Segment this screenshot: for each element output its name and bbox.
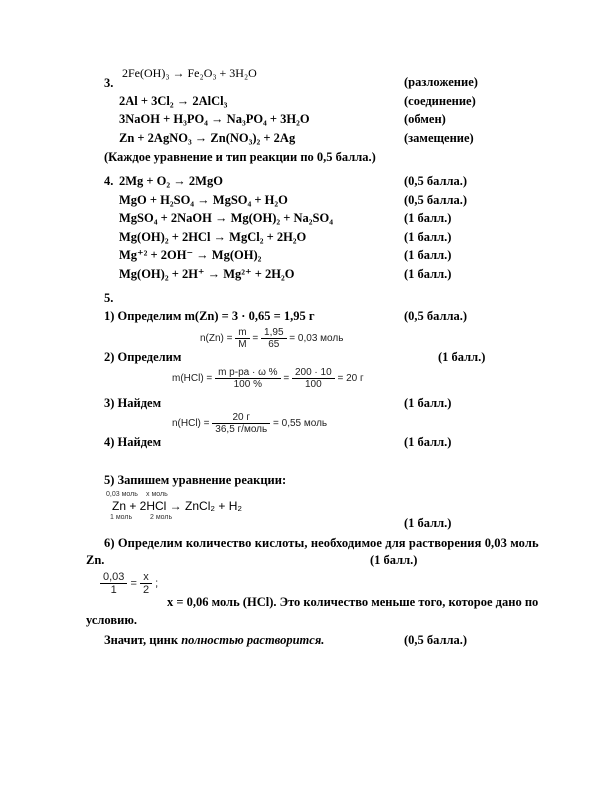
task4-score: (1 балл.) — [404, 230, 452, 244]
reaction-annotation-bottom: 2 моль — [150, 514, 173, 521]
formula-lhs: n(Zn) = — [200, 333, 233, 344]
fraction-denominator: 36,5 г/моль — [215, 424, 268, 435]
formula-equals: = — [283, 373, 290, 384]
formula-n-hcl — [172, 412, 327, 435]
conclusion — [104, 633, 324, 648]
reaction-annotation-top: 0,03 моль — [106, 491, 138, 498]
fraction-numerator: m — [235, 327, 249, 339]
task4-eq: Mg(OH)₂ + 2HCl → MgCl₂ + 2H₂O — [119, 230, 307, 244]
fraction — [261, 327, 286, 350]
formula-result: = 0,55 моль — [273, 418, 328, 429]
fraction — [292, 367, 335, 390]
conclusion-text: Значит, цинк — [104, 633, 182, 647]
task4-score: (0,5 балла.) — [404, 174, 468, 188]
task5-step2-score: (1 балл.) — [438, 350, 486, 364]
task3-eq4: Zn + 2AgNO₃ → Zn(NO₃)₂ + 2Ag — [119, 131, 296, 145]
formula-result: = 0,03 моль — [289, 333, 344, 344]
task3-eq2: 2Al + 3Cl₂ → 2AlCl₃ — [119, 94, 228, 108]
task5-step2: 2) Определим — [104, 350, 182, 364]
task5-step6-cont: Zn. — [86, 553, 105, 567]
task5-step6: 6) Определим количество кислоты, необходимое для растворения 0,03 моль — [104, 536, 539, 550]
formula-n-zn — [200, 327, 343, 350]
fraction-denominator: 2 — [142, 584, 150, 596]
task5-number: 5. — [104, 291, 114, 305]
formula-result: = 20 г — [337, 373, 364, 384]
task3-number: 3. — [104, 76, 114, 90]
conclusion-emphasis: полностью растворится. — [181, 633, 325, 647]
task5-step4-score: (1 балл.) — [404, 435, 452, 449]
task4-score: (0,5 балла.) — [404, 193, 468, 207]
fraction-numerator: 1,95 — [261, 327, 286, 339]
task5-step5-score: (1 балл.) — [404, 516, 452, 530]
fraction-numerator: 0,03 — [100, 571, 127, 584]
task4-score: (1 балл.) — [404, 267, 452, 281]
formula-equals: = — [252, 333, 259, 344]
task5-step1-score: (0,5 балла.) — [404, 309, 468, 323]
task3-eq2-type: (соединение) — [404, 94, 476, 108]
fraction-denominator: M — [238, 339, 247, 350]
formula-lhs: m(HCl) = — [172, 373, 213, 384]
fraction — [235, 327, 249, 350]
task3-eq1-type: (разложение) — [404, 75, 478, 89]
task5-step4: 4) Найдем — [104, 435, 162, 449]
reaction-annotation-bottom: 1 моль — [110, 514, 133, 521]
task5-step3-score: (1 балл.) — [404, 396, 452, 410]
fraction-denominator: 100 % — [233, 379, 262, 390]
fraction — [215, 367, 281, 390]
fraction — [212, 412, 270, 435]
formula-semicolon: ; — [155, 577, 159, 590]
reaction-equation: Zn + 2HCl → ZnCl₂ + H₂ — [112, 499, 243, 513]
fraction-numerator: m р-ра · ω % — [215, 367, 281, 379]
formula-lhs: n(HCl) = — [172, 418, 210, 429]
task3-eq3-type: (обмен) — [404, 112, 446, 126]
task4-score: (1 балл.) — [404, 248, 452, 262]
reaction-annotation-top: x моль — [146, 491, 168, 498]
conclusion-score: (0,5 балла.) — [404, 633, 468, 647]
fraction-denominator: 65 — [268, 339, 280, 350]
task5-step5: 5) Запишем уравнение реакции: — [104, 473, 287, 487]
task4-eq: MgO + H₂SO₄ → MgSO₄ + H₂O — [119, 193, 288, 207]
fraction-denominator: 100 — [304, 379, 322, 390]
proportion-formula — [100, 571, 158, 596]
task5-step3: 3) Найдем — [104, 396, 162, 410]
task5-step6-result: x = 0,06 моль (HCl). Это количество меньше того, которое дано по — [167, 595, 539, 609]
formula-equals: = — [130, 577, 137, 590]
fraction-numerator: x — [140, 571, 152, 584]
task4-score: (1 балл.) — [404, 211, 452, 225]
task5-step6-score: (1 балл.) — [370, 553, 418, 567]
task3-eq4-type: (замещение) — [404, 131, 474, 145]
fraction — [100, 571, 127, 596]
task3-note: (Каждое уравнение и тип реакции по 0,5 балла.) — [104, 150, 376, 164]
task4-eq: MgSO₄ + 2NaOH → Mg(OH)₂ + Na₂SO₄ — [119, 211, 333, 225]
formula-m-hcl — [172, 367, 364, 390]
fraction-numerator: 200 · 10 — [292, 367, 335, 379]
task3-eq1: 2Fe(OH)₃ → Fe₂O₃ + 3H₂O — [122, 66, 257, 80]
task5-step6-result-cont: условию. — [86, 613, 137, 627]
fraction — [140, 571, 152, 596]
task4-eq: Mg⁺² + 2OH⁻ → Mg(OH)₂ — [119, 248, 262, 262]
task5-step1: 1) Определим m(Zn) = 3 · 0,65 = 1,95 г — [104, 309, 315, 323]
task4-eq: 2Mg + O₂ → 2MgO — [119, 174, 223, 188]
fraction-denominator: 1 — [110, 584, 117, 596]
fraction-numerator: 20 г — [212, 412, 270, 424]
task4-number: 4. — [104, 174, 114, 188]
task4-eq: Mg(OH)₂ + 2H⁺ → Mg²⁺ + 2H₂O — [119, 267, 295, 281]
task3-eq3: 3NaOH + H₃PO₄ → Na₃PO₄ + 3H₂O — [119, 112, 310, 126]
